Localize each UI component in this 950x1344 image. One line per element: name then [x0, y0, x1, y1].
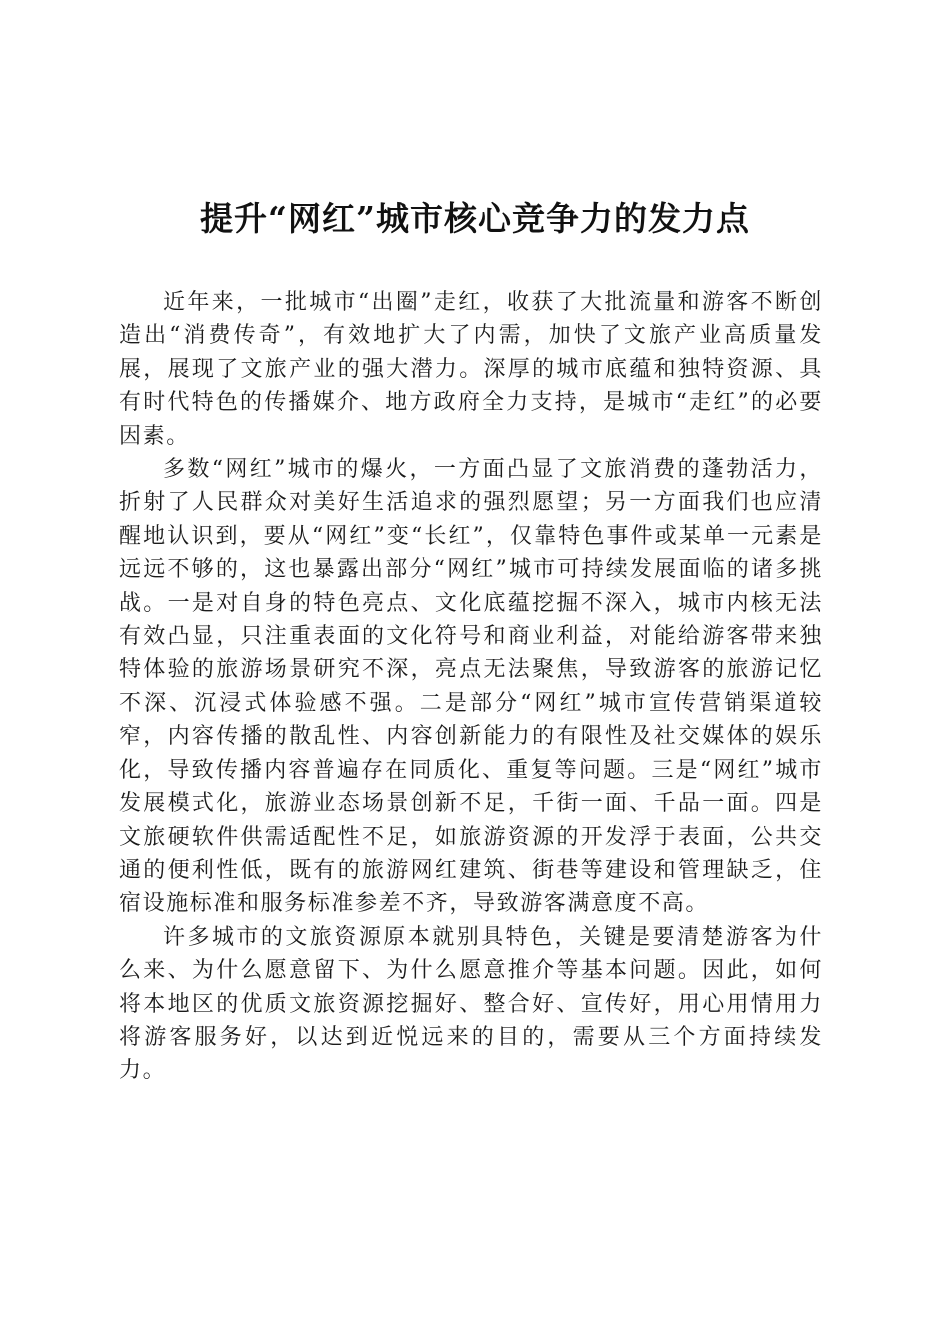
document-title: 提升“网红”城市核心竞争力的发力点: [200, 199, 750, 238]
paragraph-3: 许多城市的文旅资源原本就别具特色，关键是要清楚游客为什么来、为什么愿意留下、为什么愿意推介等基本问题。因此，如何将本地区的优质文旅资源挖掘好、整合好、宣传好，用心用情用力将游客服务好，以达到近悦远来的目的，需要从三个方面持续发力。: [119, 924, 823, 1084]
paragraph-1: 近年来，一批城市“出圈”走红，收获了大批流量和游客不断创造出“消费传奇”，有效地扩大了内需，加快了文旅产业高质量发展，展现了文旅产业的强大潜力。深厚的城市底蕴和独特资源、具有时代特色的传播媒介、地方政府全力支持，是城市“走红”的必要因素。: [119, 290, 823, 449]
paragraph-2: 多数“网红”城市的爆火，一方面凸显了文旅消费的蓬勃活力，折射了人民群众对美好生活追求的强烈愿望；另一方面我们也应清醒地认识到，要从“网红”变“长红”，仅靠特色事件或某单一元素是远远不够的，这也暴露出部分“网红”城市可持续发展面临的诸多挑战。一是对自身的特色亮点、文化底蕴挖掘不深入，城市内核无法有效凸显，只注重表面的文化符号和商业利益，对能给游客带来独特体验的旅游场景研究不深，亮点无法聚焦，导致游客的旅游记忆不深、沉浸式体验感不强。二是部分“网红”城市宣传营销渠道较窄，内容传播的散乱性、内容创新能力的有限性及社交媒体的娱乐化，导致传播内容普遍存在同质化、重复等问题。三是“网红”城市发展模式化，旅游业态场景创新不足，千街一面、千品一面。四是文旅硬软件供需适配性不足，如旅游资源的开发浮于表面，公共交通的便利性低，既有的旅游网红建筑、街巷等建设和管理缺乏，住宿设施标准和服务标准参差不齐，导致游客满意度不高。: [119, 457, 823, 917]
document-body: [119, 286, 823, 1088]
